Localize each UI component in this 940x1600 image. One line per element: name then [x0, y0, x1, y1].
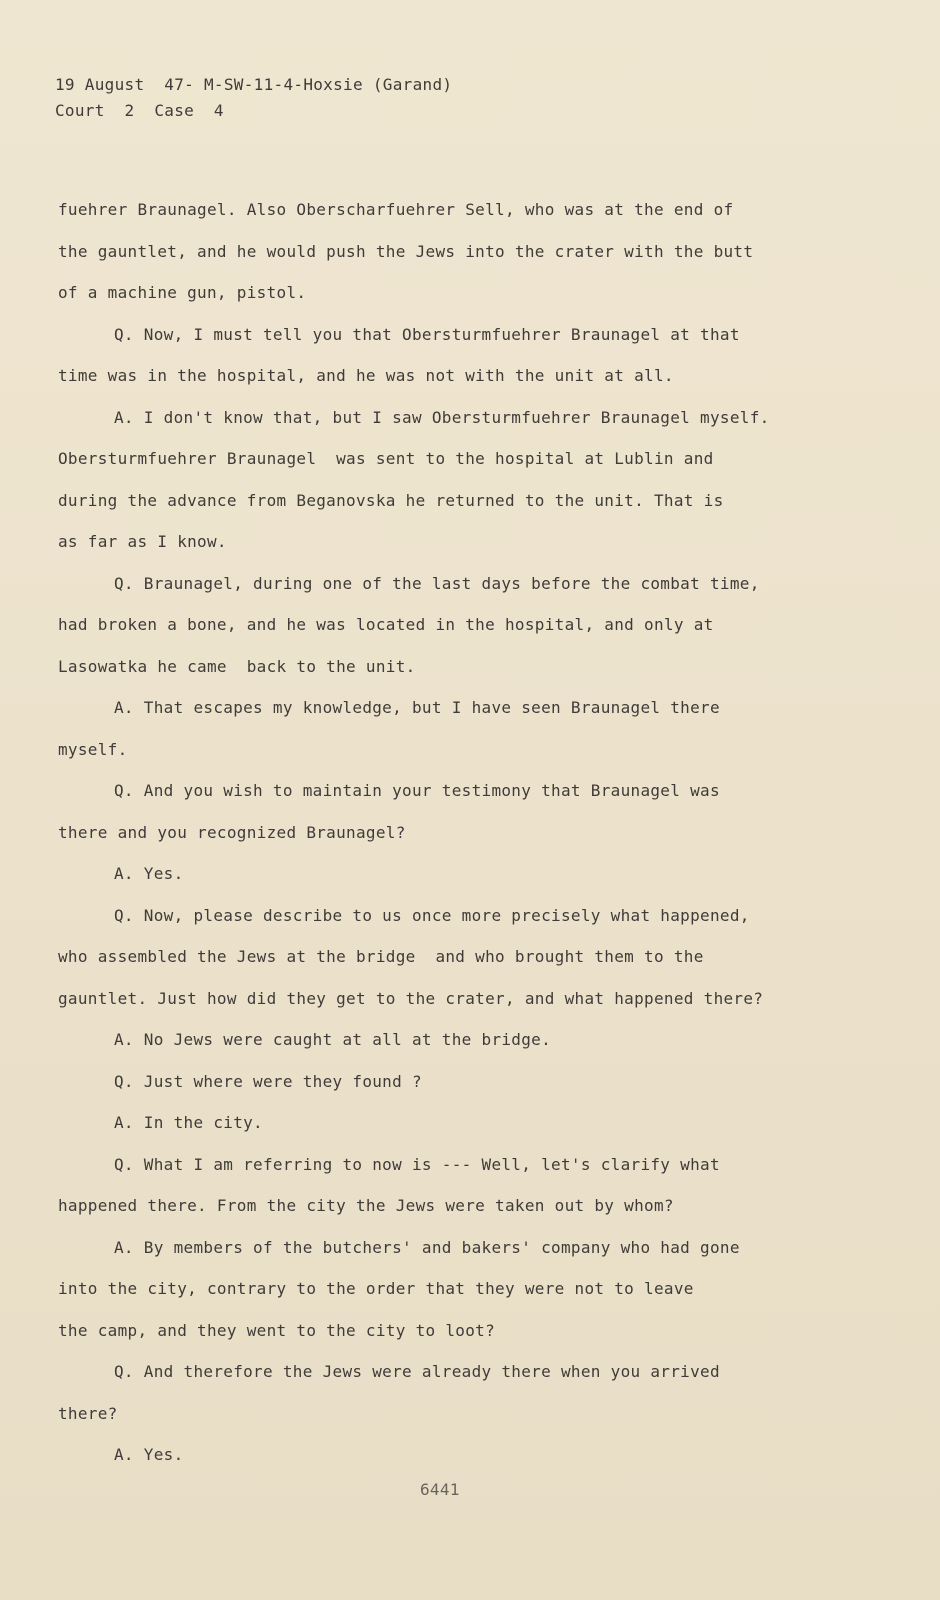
text-line: Q. Now, please describe to us once more precisely what happened, — [114, 905, 750, 925]
header-line-2: Court 2 Case 4 — [55, 101, 224, 120]
text-line: Lasowatka he came back to the unit. — [58, 656, 416, 676]
text-line: there and you recognized Braunagel? — [58, 822, 406, 842]
document-header — [55, 72, 452, 124]
text-line: Q. Just where were they found ? — [114, 1071, 422, 1091]
text-line: into the city, contrary to the order that they were not to leave — [58, 1279, 694, 1298]
text-line: time was in the hospital, and he was not with the unit at all. — [58, 366, 674, 385]
transcript-body — [58, 200, 878, 1487]
text-line: A. I don't know that, but I saw Obersturmfuehrer Braunagel myself. — [114, 407, 770, 427]
header-line-1: 19 August 47- M-SW-11-4-Hoxsie (Garand) — [55, 75, 453, 94]
text-line: happened there. From the city the Jews were taken out by whom? — [58, 1196, 674, 1215]
text-line: Obersturmfuehrer Braunagel was sent to the hospital at Lublin and — [58, 449, 714, 468]
text-line: the camp, and they went to the city to loot? — [58, 1320, 496, 1340]
text-line: A. By members of the butchers' and bakers' company who had gone — [114, 1237, 740, 1257]
text-line: Q. And you wish to maintain your testimony that Braunagel was — [114, 781, 720, 800]
text-line: had broken a bone, and he was located in the hospital, and only at — [58, 615, 714, 634]
text-line: fuehrer Braunagel. Also Oberscharfuehrer Sell, who was at the end of — [58, 200, 734, 219]
text-line: Q. Braunagel, during one of the last days before the combat time, — [114, 573, 760, 593]
text-line: A. Yes. — [114, 1445, 184, 1464]
text-line: there? — [58, 1403, 118, 1423]
text-line: A. That escapes my knowledge, but I have seen Braunagel there — [114, 698, 720, 717]
text-line: myself. — [58, 739, 128, 759]
text-line: Q. What I am referring to now is --- Well, let's clarify what — [114, 1154, 720, 1174]
text-line: A. In the city. — [114, 1113, 263, 1132]
text-line: of a machine gun, pistol. — [58, 283, 307, 302]
text-line: as far as I know. — [58, 532, 227, 551]
text-line: A. No Jews were caught at all at the bridge. — [114, 1030, 552, 1049]
text-line: who assembled the Jews at the bridge and who brought them to the — [58, 947, 704, 966]
text-line: during the advance from Beganovska he returned to the unit. That is — [58, 490, 724, 510]
text-line: A. Yes. — [114, 864, 184, 883]
text-line: Q. Now, I must tell you that Obersturmfuehrer Braunagel at that — [114, 324, 740, 344]
text-line: the gauntlet, and he would push the Jews into the crater with the butt — [58, 241, 754, 261]
text-line: Q. And therefore the Jews were already there when you arrived — [114, 1362, 720, 1381]
page-number: 6441 — [420, 1480, 460, 1499]
text-line: gauntlet. Just how did they get to the crater, and what happened there? — [58, 988, 764, 1008]
